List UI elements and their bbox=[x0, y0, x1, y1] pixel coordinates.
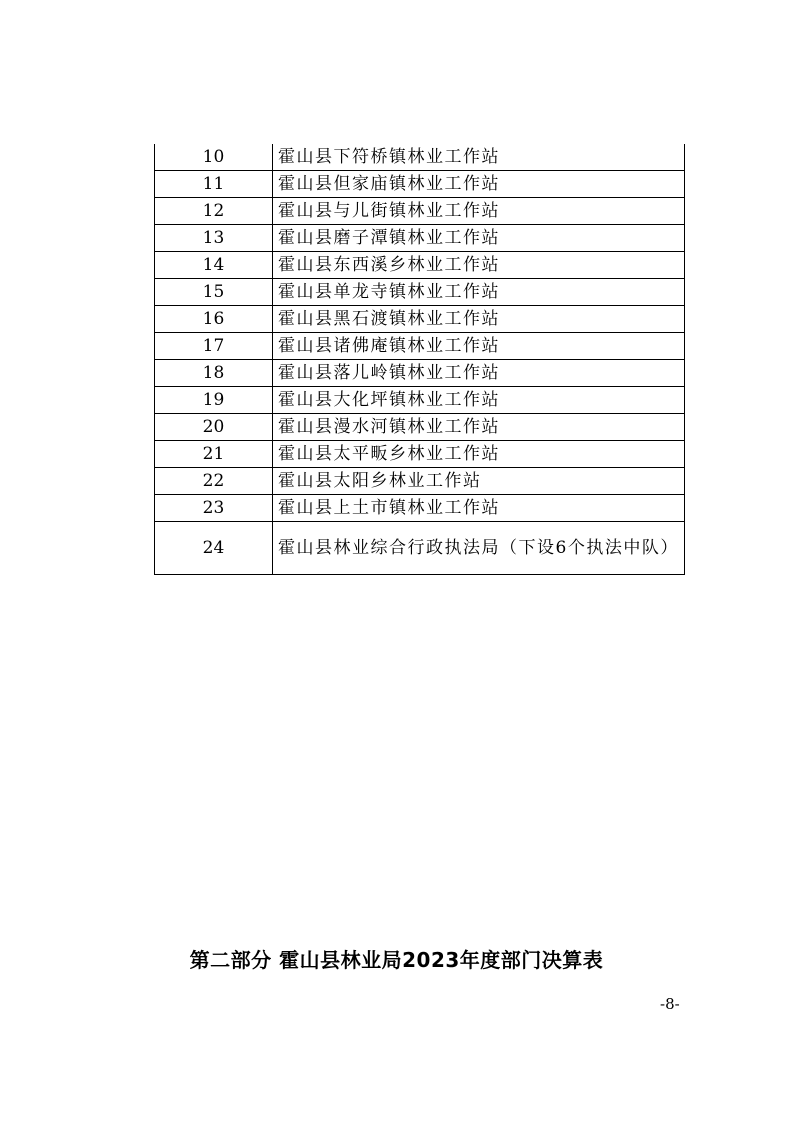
table-row bbox=[155, 225, 685, 252]
row-number: 22 bbox=[155, 468, 273, 495]
row-number: 18 bbox=[155, 360, 273, 387]
table-row bbox=[155, 198, 685, 225]
unit-name: 霍山县太阳乡林业工作站 bbox=[273, 468, 685, 495]
table-row bbox=[155, 171, 685, 198]
unit-name: 霍山县东西溪乡林业工作站 bbox=[273, 252, 685, 279]
row-number: 14 bbox=[155, 252, 273, 279]
table-row bbox=[155, 387, 685, 414]
unit-name: 霍山县林业综合行政执法局（下设6个执法中队） bbox=[273, 522, 685, 575]
section-heading: 第二部分 霍山县林业局2023年度部门决算表 bbox=[189, 948, 604, 972]
table-row bbox=[155, 144, 685, 171]
unit-name: 霍山县太平畈乡林业工作站 bbox=[273, 441, 685, 468]
table-row bbox=[155, 279, 685, 306]
row-number: 20 bbox=[155, 414, 273, 441]
table-row bbox=[155, 306, 685, 333]
unit-name: 霍山县与儿街镇林业工作站 bbox=[273, 198, 685, 225]
unit-name: 霍山县诸佛庵镇林业工作站 bbox=[273, 333, 685, 360]
table-row bbox=[155, 414, 685, 441]
unit-name: 霍山县漫水河镇林业工作站 bbox=[273, 414, 685, 441]
row-number: 17 bbox=[155, 333, 273, 360]
unit-name: 霍山县落儿岭镇林业工作站 bbox=[273, 360, 685, 387]
row-number: 12 bbox=[155, 198, 273, 225]
unit-name: 霍山县磨子潭镇林业工作站 bbox=[273, 225, 685, 252]
table-row bbox=[155, 360, 685, 387]
unit-name: 霍山县但家庙镇林业工作站 bbox=[273, 171, 685, 198]
table-row bbox=[155, 441, 685, 468]
table-row bbox=[155, 333, 685, 360]
row-number: 21 bbox=[155, 441, 273, 468]
table-row bbox=[155, 252, 685, 279]
row-number: 15 bbox=[155, 279, 273, 306]
unit-name: 霍山县下符桥镇林业工作站 bbox=[273, 144, 685, 171]
row-number: 23 bbox=[155, 495, 273, 522]
row-number: 11 bbox=[155, 171, 273, 198]
row-number: 24 bbox=[155, 522, 273, 575]
unit-name: 霍山县大化坪镇林业工作站 bbox=[273, 387, 685, 414]
row-number: 19 bbox=[155, 387, 273, 414]
table-row bbox=[155, 495, 685, 522]
unit-name: 霍山县上土市镇林业工作站 bbox=[273, 495, 685, 522]
table-row bbox=[155, 468, 685, 495]
units-table bbox=[154, 144, 685, 575]
table-row bbox=[155, 522, 685, 575]
unit-name: 霍山县黑石渡镇林业工作站 bbox=[273, 306, 685, 333]
unit-name: 霍山县单龙寺镇林业工作站 bbox=[273, 279, 685, 306]
page-number: -8- bbox=[660, 995, 680, 1013]
row-number: 16 bbox=[155, 306, 273, 333]
row-number: 13 bbox=[155, 225, 273, 252]
row-number: 10 bbox=[155, 144, 273, 171]
